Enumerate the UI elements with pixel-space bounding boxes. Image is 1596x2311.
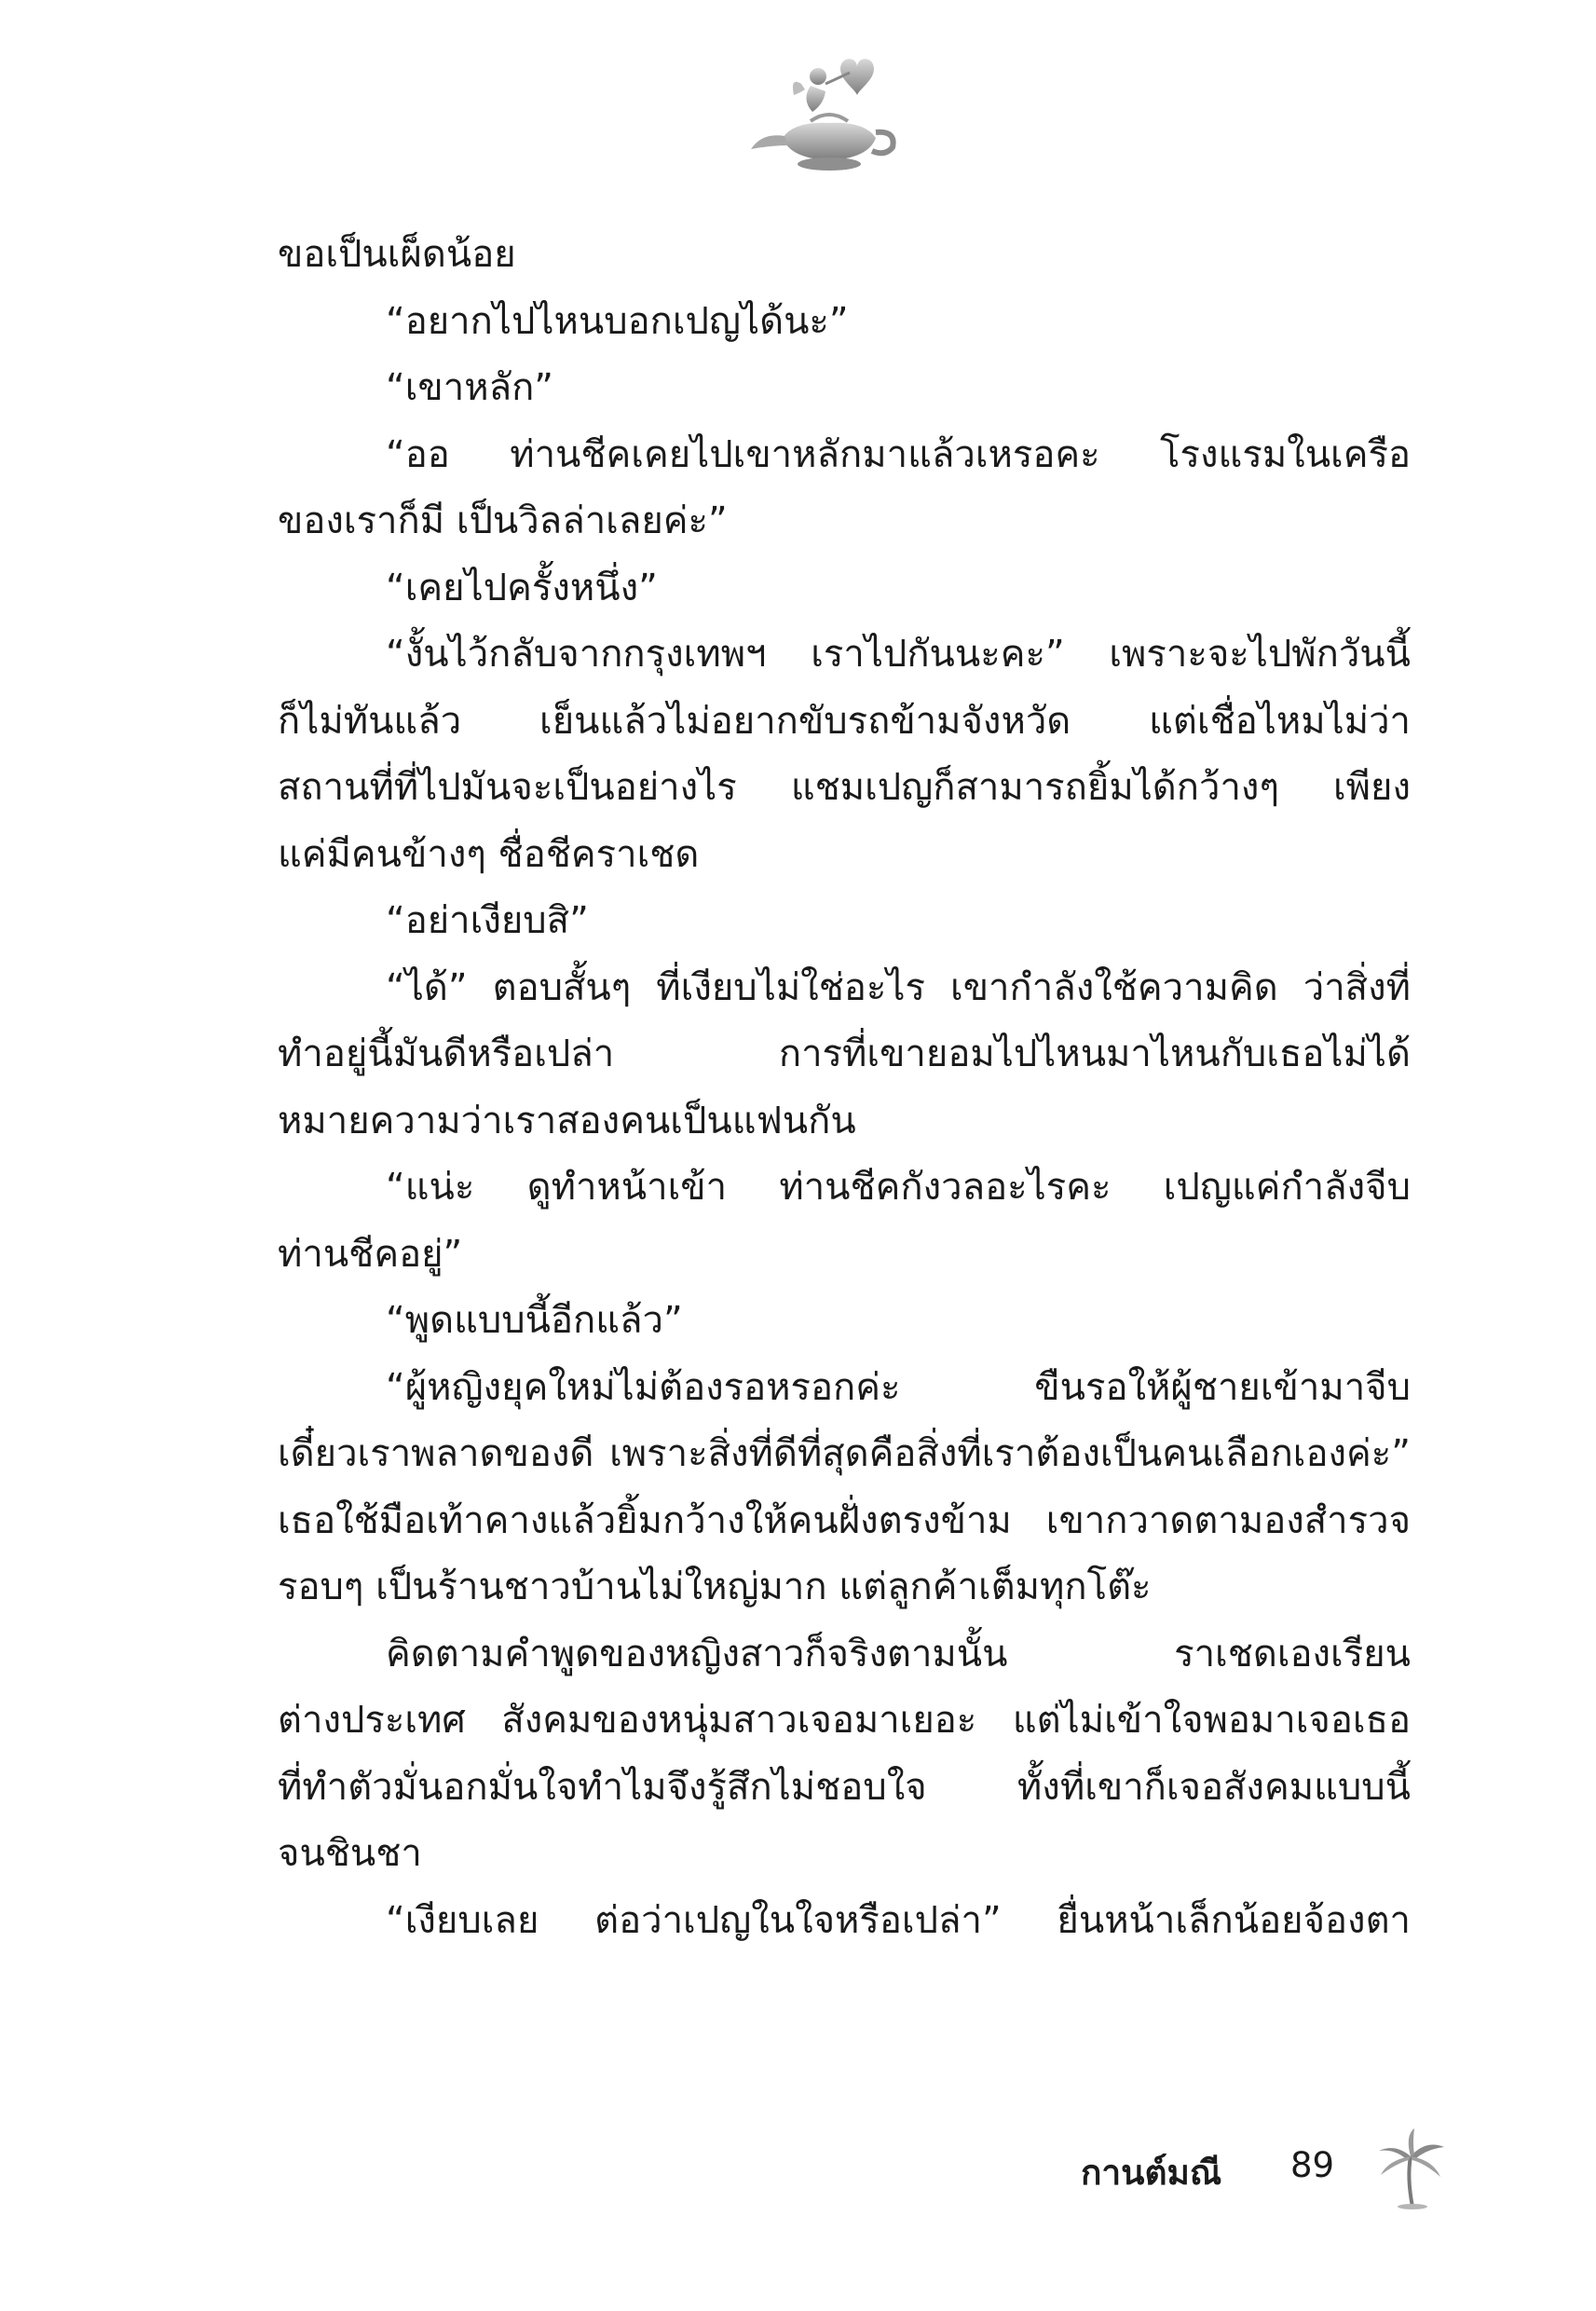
text-line: “แน่ะ ดูทำหน้าเข้า ท่านชีคกังวลอะไรคะ เปญแค่กำลังจีบ bbox=[386, 1166, 1411, 1209]
page-footer bbox=[1081, 2126, 1453, 2210]
text-line: ขอเป็นเผ็ดน้อย bbox=[278, 233, 516, 276]
text-line: “ผู้หญิงยุคใหม่ไม่ต้องรอหรอกค่ะ ขืนรอให้ผู้ชายเข้ามาจีบ bbox=[386, 1365, 1411, 1409]
text-line: แค่มีคนข้างๆ ชื่อชีคราเชด bbox=[278, 832, 700, 876]
text-line: หมายความว่าเราสองคนเป็นแฟนกัน bbox=[278, 1099, 856, 1142]
text-line: คิดตามคำพูดของหญิงสาวก็จริงตามนั้น ราเชดเองเรียน bbox=[386, 1632, 1411, 1675]
text-line: ก็ไม่ทันแล้ว เย็นแล้วไม่อยากขับรถข้ามจังหวัด แต่เชื่อไหมไม่ว่า bbox=[278, 699, 1411, 743]
text-line: “อย่าเงียบสิ” bbox=[386, 899, 589, 942]
text-line: “อยากไปไหนบอกเปญได้นะ” bbox=[386, 299, 849, 343]
text-line: เดี๋ยวเราพลาดของดี เพราะสิ่งที่ดีที่สุดคือสิ่งที่เราต้องเป็นคนเลือกเองค่ะ” bbox=[278, 1432, 1411, 1475]
text-line: รอบๆ เป็นร้านชาวบ้านไม่ใหญ่มาก แต่ลูกค้าเต็มทุกโต๊ะ bbox=[278, 1566, 1152, 1608]
text-line: “เคยไปครั้งหนึ่ง” bbox=[386, 566, 658, 609]
text-line: ที่ทำตัวมั่นอกมั่นใจทำไมจึงรู้สึกไม่ชอบใจ ทั้งที่เขาก็เจอสังคมแบบนี้ bbox=[278, 1765, 1411, 1809]
body-text bbox=[278, 222, 1411, 1954]
text-line: เธอใช้มือเท้าคางแล้วยิ้มกว้างให้คนฝั่งตรงข้าม เขากวาดตามองสำรวจ bbox=[278, 1498, 1411, 1542]
text-line: ของเราก็มี เป็นวิลล่าเลยค่ะ” bbox=[278, 499, 728, 542]
running-title: กานต์มณี bbox=[1081, 2153, 1222, 2193]
text-line: ต่างประเทศ สังคมของหนุ่มสาวเจอมาเยอะ แต่ไม่เข้าใจพอมาเจอเธอ bbox=[278, 1699, 1411, 1742]
text-line: “เขาหลัก” bbox=[386, 366, 554, 409]
text-line: ท่านชีคอยู่” bbox=[278, 1232, 463, 1276]
text-line: “ได้” ตอบสั้นๆ ที่เงียบไม่ใช่อะไร เขากำลังใช้ความคิด ว่าสิ่งที่ bbox=[386, 965, 1411, 1009]
cupid-teapot-icon bbox=[745, 48, 913, 188]
palm-tree-icon bbox=[1368, 2126, 1452, 2210]
text-line: “พูดแบบนี้อีกแล้ว” bbox=[386, 1299, 683, 1342]
text-line: “เงียบเลย ต่อว่าเปญในใจหรือเปล่า” ยื่นหน้าเล็กน้อยจ้องตา bbox=[386, 1898, 1411, 1942]
text-line: “งั้นไว้กลับจากกรุงเทพฯ เราไปกันนะคะ” เพราะจะไปพักวันนี้ bbox=[386, 633, 1411, 676]
page-number: 89 bbox=[1290, 2145, 1335, 2185]
text-line: สถานที่ที่ไปมันจะเป็นอย่างไร แชมเปญก็สามารถยิ้มได้กว้างๆ เพียง bbox=[278, 766, 1411, 809]
text-line: จนชินชา bbox=[278, 1832, 422, 1875]
text-line: “ออ ท่านชีคเคยไปเขาหลักมาแล้วเหรอคะ โรงแรมในเครือ bbox=[386, 432, 1411, 476]
text-line: ทำอยู่นี้มันดีหรือเปล่า การที่เขายอมไปไหนมาไหนกับเธอไม่ได้ bbox=[278, 1032, 1411, 1075]
